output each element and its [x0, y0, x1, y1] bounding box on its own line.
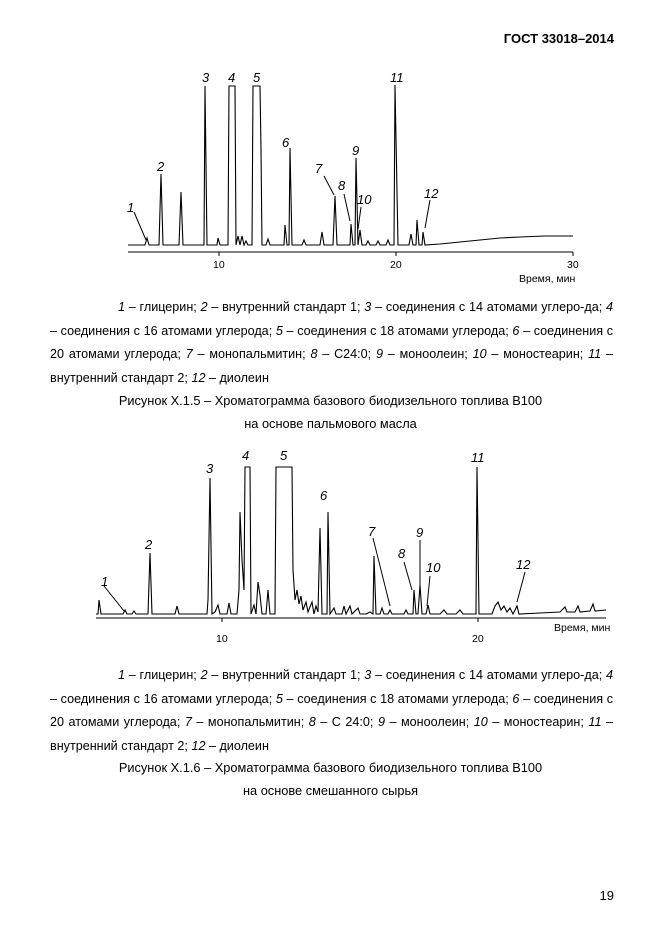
legend-text: – соединения с 18 атомами углерода; — [282, 691, 513, 706]
peak-label: 6 — [320, 488, 328, 503]
legend-text: – моноолеин; — [383, 347, 473, 361]
legend-num: 8 — [308, 715, 316, 729]
legend-text: – внутренний стандарт 1; — [207, 300, 365, 314]
peak-label: 7 — [315, 161, 323, 176]
peak-label: 3 — [202, 70, 210, 85]
figure-legend — [50, 296, 613, 390]
peak-arrow — [344, 194, 350, 221]
legend-num: 2 — [200, 300, 208, 314]
peak-label: 8 — [398, 546, 406, 561]
legend-num: 7 — [185, 347, 193, 361]
legend-num: 4 — [605, 300, 613, 314]
legend-text: – соединения с 14 атомами углеро-да; — [371, 668, 606, 682]
peak-label: 2 — [145, 537, 153, 552]
legend-num: 10 — [472, 347, 487, 361]
legend-num: 6 — [512, 323, 520, 338]
figure-legend — [50, 664, 613, 758]
peak-arrow — [427, 576, 430, 606]
page-number: 19 — [599, 888, 614, 903]
peak-label: 11 — [390, 70, 404, 85]
legend-num: 9 — [377, 715, 385, 729]
peak-arrow — [425, 200, 430, 228]
peak-label: 8 — [338, 178, 346, 193]
peak-label: 4 — [242, 448, 250, 463]
legend-text: – монопальмитин; — [191, 715, 309, 729]
figure-caption: Рисунок Х.1.6 – Хроматограмма базового биодизельного топлива В100 — [118, 760, 543, 775]
legend-text: – глицерин; — [125, 300, 201, 314]
legend-num: 2 — [200, 668, 208, 682]
legend-text: – соединения с 16 атомами углерода; — [50, 691, 276, 706]
peak-label: 4 — [228, 70, 236, 85]
legend-num: 10 — [473, 715, 488, 729]
figure-caption-subtitle: на основе пальмового масла — [244, 416, 417, 431]
peak-label: 10 — [426, 560, 441, 575]
legend-text: – соединения с 18 атомами углерода; — [282, 323, 513, 338]
peak-arrow — [134, 212, 146, 240]
x-axis-label: Время, мин — [519, 273, 576, 285]
peak-label: 5 — [280, 448, 288, 463]
peak-label: 7 — [368, 524, 376, 539]
legend-num: 5 — [275, 691, 283, 706]
legend-num: 8 — [310, 347, 318, 361]
peak-arrow — [324, 176, 334, 195]
legend-text: – внутренний стандарт 2; — [50, 347, 613, 385]
legend-num: 9 — [375, 347, 383, 361]
chromatogram-trace — [128, 85, 573, 245]
peak-label: 10 — [357, 192, 372, 207]
x-tick-label: 10 — [213, 259, 225, 271]
peak-label: 9 — [352, 143, 360, 158]
legend-num: 3 — [364, 668, 372, 682]
legend-text: – моноолеин; — [384, 715, 474, 729]
legend-text: – моностеарин; — [486, 347, 589, 361]
figure-caption-subtitle: на основе смешанного сырья — [242, 783, 419, 798]
peak-label: 11 — [471, 450, 485, 465]
x-tick-label: 20 — [390, 259, 402, 271]
x-tick-label: 20 — [472, 633, 484, 645]
peak-arrow — [404, 562, 412, 590]
legend-text: – монопальмитин; — [192, 347, 311, 361]
chromatogram-figure-x-1-5 — [0, 70, 661, 290]
peak-arrow — [517, 572, 525, 602]
peak-label: 3 — [206, 461, 214, 476]
peak-label: 12 — [516, 557, 531, 572]
legend-text: – диолеин — [205, 370, 269, 385]
legend-num: 11 — [588, 347, 602, 361]
legend-num: 6 — [512, 691, 520, 706]
peak-arrow — [358, 207, 361, 229]
peak-label: 12 — [424, 186, 439, 201]
peak-arrow — [104, 586, 124, 611]
legend-text: – соединения с 20 атомами углерода; — [50, 323, 614, 361]
legend-num: 1 — [118, 300, 126, 314]
legend-text: – соединения с 14 атомами углеро-да; — [371, 300, 606, 314]
peak-label: 1 — [127, 200, 135, 215]
chromatogram-trace — [96, 467, 606, 614]
legend-num: 7 — [184, 715, 192, 729]
peak-label: 5 — [253, 70, 261, 85]
peak-label: 9 — [416, 525, 424, 540]
legend-text: – С 24:0; — [315, 715, 378, 729]
legend-num: 12 — [191, 370, 206, 385]
legend-num: 4 — [605, 668, 613, 682]
x-axis-label: Время, мин — [554, 622, 611, 634]
document-standard-header: ГОСТ 33018–2014 — [503, 31, 614, 46]
legend-text: – С24:0; — [317, 347, 376, 361]
x-tick-label: 10 — [216, 633, 228, 645]
legend-num: 11 — [588, 715, 602, 729]
peak-label: 2 — [157, 159, 165, 174]
legend-text: – диолеин — [205, 738, 269, 753]
peak-label: 6 — [282, 135, 290, 150]
legend-num: 5 — [275, 323, 283, 338]
peak-label: 1 — [101, 574, 109, 589]
figure-caption: Рисунок Х.1.5 – Хроматограмма базового биодизельного топлива В100 — [118, 393, 543, 408]
legend-num: 12 — [191, 738, 206, 753]
legend-text: – глицерин; — [125, 668, 201, 682]
legend-text: – соединения с 20 атомами углерода; — [50, 691, 614, 729]
legend-num: 3 — [364, 300, 372, 314]
legend-text: – внутренний стандарт 1; — [207, 668, 365, 682]
legend-num: 1 — [118, 668, 126, 682]
x-tick-label: 30 — [567, 259, 579, 271]
legend-text: – внутренний стандарт 2; — [50, 715, 613, 753]
legend-text: – моностеарин; — [487, 715, 589, 729]
legend-text: – соединения с 16 атомами углерода; — [50, 323, 276, 338]
chromatogram-figure-x-1-6 — [0, 445, 661, 660]
